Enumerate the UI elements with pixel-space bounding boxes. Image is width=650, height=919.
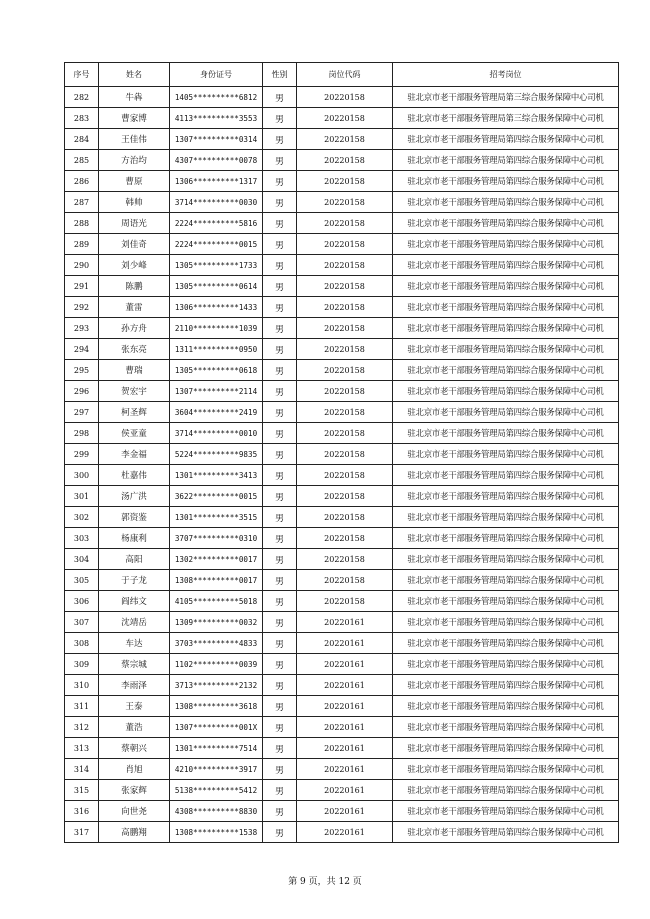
cell-position-code: 20220161 [297, 780, 393, 801]
table-row [65, 717, 619, 738]
cell-position: 驻北京市老干部服务管理局第三综合服务保障中心司机 [393, 87, 619, 108]
cell-index: 300 [65, 465, 99, 486]
cell-name: 张家辉 [99, 780, 170, 801]
page-footer: 第 9 页，共 12 页 [288, 877, 362, 887]
cell-position: 驻北京市老干部服务管理局第四综合服务保障中心司机 [393, 528, 619, 549]
header-index: 序号 [65, 63, 99, 87]
cell-position-code: 20220158 [297, 255, 393, 276]
cell-gender: 男 [263, 213, 297, 234]
cell-name: 蔡宗城 [99, 654, 170, 675]
cell-position-code: 20220158 [297, 318, 393, 339]
cell-gender: 男 [263, 381, 297, 402]
cell-position-code: 20220158 [297, 297, 393, 318]
cell-index: 298 [65, 423, 99, 444]
cell-position: 驻北京市老干部服务管理局第四综合服务保障中心司机 [393, 360, 619, 381]
cell-name: 杜嘉伟 [99, 465, 170, 486]
cell-position: 驻北京市老干部服务管理局第四综合服务保障中心司机 [393, 696, 619, 717]
cell-name: 贺宏宇 [99, 381, 170, 402]
header-gender: 性别 [263, 63, 297, 87]
cell-index: 309 [65, 654, 99, 675]
table-row [65, 213, 619, 234]
cell-position: 驻北京市老干部服务管理局第四综合服务保障中心司机 [393, 507, 619, 528]
cell-position-code: 20220158 [297, 507, 393, 528]
cell-index: 316 [65, 801, 99, 822]
cell-index: 306 [65, 591, 99, 612]
cell-position-code: 20220161 [297, 759, 393, 780]
cell-gender: 男 [263, 423, 297, 444]
cell-index: 301 [65, 486, 99, 507]
cell-position-code: 20220158 [297, 591, 393, 612]
header-id-number: 身份证号 [170, 63, 263, 87]
cell-position: 驻北京市老干部服务管理局第四综合服务保障中心司机 [393, 339, 619, 360]
cell-gender: 男 [263, 570, 297, 591]
table-row [65, 486, 619, 507]
cell-index: 317 [65, 822, 99, 843]
cell-index: 303 [65, 528, 99, 549]
cell-id-number: 3622**********0015 [170, 486, 263, 507]
cell-index: 296 [65, 381, 99, 402]
cell-name: 高阳 [99, 549, 170, 570]
cell-index: 308 [65, 633, 99, 654]
cell-gender: 男 [263, 528, 297, 549]
cell-index: 314 [65, 759, 99, 780]
cell-name: 刘少峰 [99, 255, 170, 276]
cell-name: 刘佳奇 [99, 234, 170, 255]
cell-name: 杨康利 [99, 528, 170, 549]
cell-id-number: 3703**********4833 [170, 633, 263, 654]
table-row [65, 87, 619, 108]
cell-position: 驻北京市老干部服务管理局第四综合服务保障中心司机 [393, 549, 619, 570]
table-row [65, 591, 619, 612]
cell-index: 299 [65, 444, 99, 465]
table-row [65, 549, 619, 570]
cell-name: 牛犇 [99, 87, 170, 108]
table-row [65, 192, 619, 213]
cell-id-number: 4307**********0078 [170, 150, 263, 171]
cell-gender: 男 [263, 465, 297, 486]
cell-position: 驻北京市老干部服务管理局第四综合服务保障中心司机 [393, 171, 619, 192]
cell-id-number: 1405**********6812 [170, 87, 263, 108]
table-row [65, 423, 619, 444]
cell-name: 曹瑞 [99, 360, 170, 381]
cell-id-number: 1301**********3413 [170, 465, 263, 486]
cell-gender: 男 [263, 171, 297, 192]
cell-position: 驻北京市老干部服务管理局第四综合服务保障中心司机 [393, 444, 619, 465]
cell-position-code: 20220158 [297, 423, 393, 444]
table-row [65, 360, 619, 381]
cell-id-number: 1306**********1433 [170, 297, 263, 318]
cell-gender: 男 [263, 297, 297, 318]
cell-position-code: 20220158 [297, 444, 393, 465]
cell-name: 张东亮 [99, 339, 170, 360]
cell-position-code: 20220158 [297, 570, 393, 591]
cell-id-number: 1307**********2114 [170, 381, 263, 402]
table-row [65, 612, 619, 633]
cell-name: 方治均 [99, 150, 170, 171]
header-row [65, 63, 619, 87]
cell-index: 305 [65, 570, 99, 591]
cell-name: 车达 [99, 633, 170, 654]
cell-position: 驻北京市老干部服务管理局第四综合服务保障中心司机 [393, 591, 619, 612]
cell-name: 郭资鉴 [99, 507, 170, 528]
cell-name: 于子龙 [99, 570, 170, 591]
table-row [65, 402, 619, 423]
cell-name: 董雷 [99, 297, 170, 318]
cell-name: 孙方舟 [99, 318, 170, 339]
cell-position-code: 20220158 [297, 192, 393, 213]
cell-gender: 男 [263, 192, 297, 213]
cell-position-code: 20220161 [297, 612, 393, 633]
cell-index: 282 [65, 87, 99, 108]
table-row [65, 381, 619, 402]
cell-position: 驻北京市老干部服务管理局第四综合服务保障中心司机 [393, 759, 619, 780]
cell-index: 297 [65, 402, 99, 423]
cell-index: 293 [65, 318, 99, 339]
cell-id-number: 4210**********3917 [170, 759, 263, 780]
cell-id-number: 4105**********5018 [170, 591, 263, 612]
header-name: 姓名 [99, 63, 170, 87]
table-row [65, 570, 619, 591]
header-position-code: 岗位代码 [297, 63, 393, 87]
cell-gender: 男 [263, 402, 297, 423]
roster-table [64, 62, 619, 843]
table-row [65, 633, 619, 654]
cell-name: 阎纬文 [99, 591, 170, 612]
table-row [65, 129, 619, 150]
cell-position: 驻北京市老干部服务管理局第四综合服务保障中心司机 [393, 675, 619, 696]
cell-index: 310 [65, 675, 99, 696]
cell-id-number: 1301**********7514 [170, 738, 263, 759]
cell-position-code: 20220161 [297, 822, 393, 843]
cell-id-number: 4308**********8830 [170, 801, 263, 822]
table-row [65, 759, 619, 780]
cell-position: 驻北京市老干部服务管理局第四综合服务保障中心司机 [393, 570, 619, 591]
cell-index: 290 [65, 255, 99, 276]
cell-gender: 男 [263, 276, 297, 297]
cell-id-number: 1305**********1733 [170, 255, 263, 276]
cell-gender: 男 [263, 549, 297, 570]
cell-gender: 男 [263, 612, 297, 633]
cell-index: 288 [65, 213, 99, 234]
cell-id-number: 1102**********0039 [170, 654, 263, 675]
cell-id-number: 3714**********0030 [170, 192, 263, 213]
cell-gender: 男 [263, 318, 297, 339]
cell-position: 驻北京市老干部服务管理局第四综合服务保障中心司机 [393, 612, 619, 633]
cell-position-code: 20220158 [297, 486, 393, 507]
cell-index: 311 [65, 696, 99, 717]
cell-position: 驻北京市老干部服务管理局第四综合服务保障中心司机 [393, 780, 619, 801]
cell-id-number: 2224**********5816 [170, 213, 263, 234]
cell-gender: 男 [263, 486, 297, 507]
cell-index: 315 [65, 780, 99, 801]
cell-position: 驻北京市老干部服务管理局第四综合服务保障中心司机 [393, 465, 619, 486]
cell-position-code: 20220158 [297, 465, 393, 486]
cell-name: 肖旭 [99, 759, 170, 780]
cell-position-code: 20220158 [297, 87, 393, 108]
table-row [65, 465, 619, 486]
table-row [65, 654, 619, 675]
cell-name: 王佳伟 [99, 129, 170, 150]
cell-name: 陈鹏 [99, 276, 170, 297]
cell-name: 王泰 [99, 696, 170, 717]
cell-position: 驻北京市老干部服务管理局第四综合服务保障中心司机 [393, 402, 619, 423]
cell-gender: 男 [263, 717, 297, 738]
cell-gender: 男 [263, 129, 297, 150]
cell-id-number: 1305**********0618 [170, 360, 263, 381]
cell-gender: 男 [263, 444, 297, 465]
cell-id-number: 3713**********2132 [170, 675, 263, 696]
cell-index: 287 [65, 192, 99, 213]
cell-position: 驻北京市老干部服务管理局第四综合服务保障中心司机 [393, 801, 619, 822]
cell-id-number: 3714**********0010 [170, 423, 263, 444]
cell-position-code: 20220158 [297, 339, 393, 360]
cell-position-code: 20220161 [297, 654, 393, 675]
cell-id-number: 3604**********2419 [170, 402, 263, 423]
cell-id-number: 5138**********5412 [170, 780, 263, 801]
cell-gender: 男 [263, 87, 297, 108]
cell-id-number: 1308**********1538 [170, 822, 263, 843]
cell-gender: 男 [263, 675, 297, 696]
cell-position-code: 20220158 [297, 528, 393, 549]
cell-name: 侯亚童 [99, 423, 170, 444]
cell-position: 驻北京市老干部服务管理局第四综合服务保障中心司机 [393, 234, 619, 255]
table-row [65, 822, 619, 843]
cell-index: 283 [65, 108, 99, 129]
cell-id-number: 1308**********3618 [170, 696, 263, 717]
cell-position-code: 20220158 [297, 360, 393, 381]
table-row [65, 318, 619, 339]
cell-position: 驻北京市老干部服务管理局第四综合服务保障中心司机 [393, 738, 619, 759]
cell-id-number: 1301**********3515 [170, 507, 263, 528]
cell-position: 驻北京市老干部服务管理局第四综合服务保障中心司机 [393, 297, 619, 318]
table-row [65, 696, 619, 717]
table-row [65, 507, 619, 528]
cell-position: 驻北京市老干部服务管理局第四综合服务保障中心司机 [393, 213, 619, 234]
cell-index: 289 [65, 234, 99, 255]
cell-name: 沈靖岳 [99, 612, 170, 633]
cell-id-number: 1311**********0950 [170, 339, 263, 360]
cell-position-code: 20220158 [297, 129, 393, 150]
cell-id-number: 1307**********001X [170, 717, 263, 738]
cell-index: 284 [65, 129, 99, 150]
table-row [65, 738, 619, 759]
cell-name: 曹家博 [99, 108, 170, 129]
table-row [65, 171, 619, 192]
cell-index: 285 [65, 150, 99, 171]
cell-name: 董浩 [99, 717, 170, 738]
cell-name: 柯圣辉 [99, 402, 170, 423]
cell-gender: 男 [263, 633, 297, 654]
table-row [65, 801, 619, 822]
cell-position: 驻北京市老干部服务管理局第四综合服务保障中心司机 [393, 318, 619, 339]
cell-position-code: 20220158 [297, 108, 393, 129]
cell-gender: 男 [263, 738, 297, 759]
cell-position-code: 20220158 [297, 276, 393, 297]
cell-gender: 男 [263, 780, 297, 801]
cell-gender: 男 [263, 360, 297, 381]
cell-id-number: 1305**********0614 [170, 276, 263, 297]
cell-gender: 男 [263, 822, 297, 843]
cell-index: 304 [65, 549, 99, 570]
cell-index: 286 [65, 171, 99, 192]
cell-position: 驻北京市老干部服务管理局第四综合服务保障中心司机 [393, 822, 619, 843]
cell-name: 李雨泽 [99, 675, 170, 696]
cell-gender: 男 [263, 507, 297, 528]
cell-index: 302 [65, 507, 99, 528]
cell-position-code: 20220158 [297, 381, 393, 402]
cell-name: 高鹏翔 [99, 822, 170, 843]
cell-id-number: 5224**********9835 [170, 444, 263, 465]
table-row [65, 150, 619, 171]
cell-id-number: 4113**********3553 [170, 108, 263, 129]
cell-position-code: 20220158 [297, 213, 393, 234]
cell-position: 驻北京市老干部服务管理局第三综合服务保障中心司机 [393, 108, 619, 129]
cell-gender: 男 [263, 255, 297, 276]
cell-position-code: 20220161 [297, 717, 393, 738]
cell-id-number: 1302**********0017 [170, 549, 263, 570]
cell-name: 蔡朝兴 [99, 738, 170, 759]
cell-position-code: 20220158 [297, 402, 393, 423]
cell-id-number: 2110**********1039 [170, 318, 263, 339]
cell-position: 驻北京市老干部服务管理局第四综合服务保障中心司机 [393, 192, 619, 213]
table-row [65, 234, 619, 255]
cell-index: 312 [65, 717, 99, 738]
cell-id-number: 1307**********0314 [170, 129, 263, 150]
cell-position-code: 20220161 [297, 696, 393, 717]
table-row [65, 339, 619, 360]
cell-index: 294 [65, 339, 99, 360]
cell-position: 驻北京市老干部服务管理局第四综合服务保障中心司机 [393, 255, 619, 276]
cell-position: 驻北京市老干部服务管理局第四综合服务保障中心司机 [393, 150, 619, 171]
cell-position-code: 20220158 [297, 171, 393, 192]
cell-id-number: 2224**********0015 [170, 234, 263, 255]
table-row [65, 108, 619, 129]
cell-gender: 男 [263, 759, 297, 780]
table-header [65, 63, 619, 87]
cell-name: 汤广洪 [99, 486, 170, 507]
cell-position: 驻北京市老干部服务管理局第四综合服务保障中心司机 [393, 381, 619, 402]
cell-gender: 男 [263, 150, 297, 171]
cell-position-code: 20220161 [297, 738, 393, 759]
table-row [65, 255, 619, 276]
cell-position: 驻北京市老干部服务管理局第四综合服务保障中心司机 [393, 633, 619, 654]
table-row [65, 444, 619, 465]
cell-position-code: 20220158 [297, 549, 393, 570]
table-row [65, 780, 619, 801]
cell-index: 307 [65, 612, 99, 633]
cell-id-number: 1308**********0017 [170, 570, 263, 591]
cell-id-number: 1306**********1317 [170, 171, 263, 192]
cell-name: 向世尧 [99, 801, 170, 822]
cell-position: 驻北京市老干部服务管理局第四综合服务保障中心司机 [393, 654, 619, 675]
cell-gender: 男 [263, 339, 297, 360]
table-row [65, 675, 619, 696]
cell-gender: 男 [263, 696, 297, 717]
cell-index: 295 [65, 360, 99, 381]
cell-position-code: 20220161 [297, 633, 393, 654]
cell-position: 驻北京市老干部服务管理局第四综合服务保障中心司机 [393, 486, 619, 507]
cell-index: 313 [65, 738, 99, 759]
cell-position: 驻北京市老干部服务管理局第四综合服务保障中心司机 [393, 276, 619, 297]
cell-name: 李金福 [99, 444, 170, 465]
cell-position-code: 20220158 [297, 150, 393, 171]
cell-gender: 男 [263, 234, 297, 255]
cell-index: 292 [65, 297, 99, 318]
cell-position-code: 20220158 [297, 234, 393, 255]
table-row [65, 276, 619, 297]
cell-name: 周语光 [99, 213, 170, 234]
table-body [65, 87, 619, 843]
cell-index: 291 [65, 276, 99, 297]
cell-name: 曹原 [99, 171, 170, 192]
header-position: 招考岗位 [393, 63, 619, 87]
cell-id-number: 1309**********0032 [170, 612, 263, 633]
cell-position-code: 20220161 [297, 801, 393, 822]
table-row [65, 297, 619, 318]
cell-gender: 男 [263, 654, 297, 675]
cell-gender: 男 [263, 108, 297, 129]
cell-position-code: 20220161 [297, 675, 393, 696]
cell-position: 驻北京市老干部服务管理局第四综合服务保障中心司机 [393, 423, 619, 444]
cell-id-number: 3707**********0310 [170, 528, 263, 549]
cell-position: 驻北京市老干部服务管理局第四综合服务保障中心司机 [393, 129, 619, 150]
cell-name: 韩帅 [99, 192, 170, 213]
cell-gender: 男 [263, 801, 297, 822]
cell-position: 驻北京市老干部服务管理局第四综合服务保障中心司机 [393, 717, 619, 738]
table-row [65, 528, 619, 549]
cell-gender: 男 [263, 591, 297, 612]
